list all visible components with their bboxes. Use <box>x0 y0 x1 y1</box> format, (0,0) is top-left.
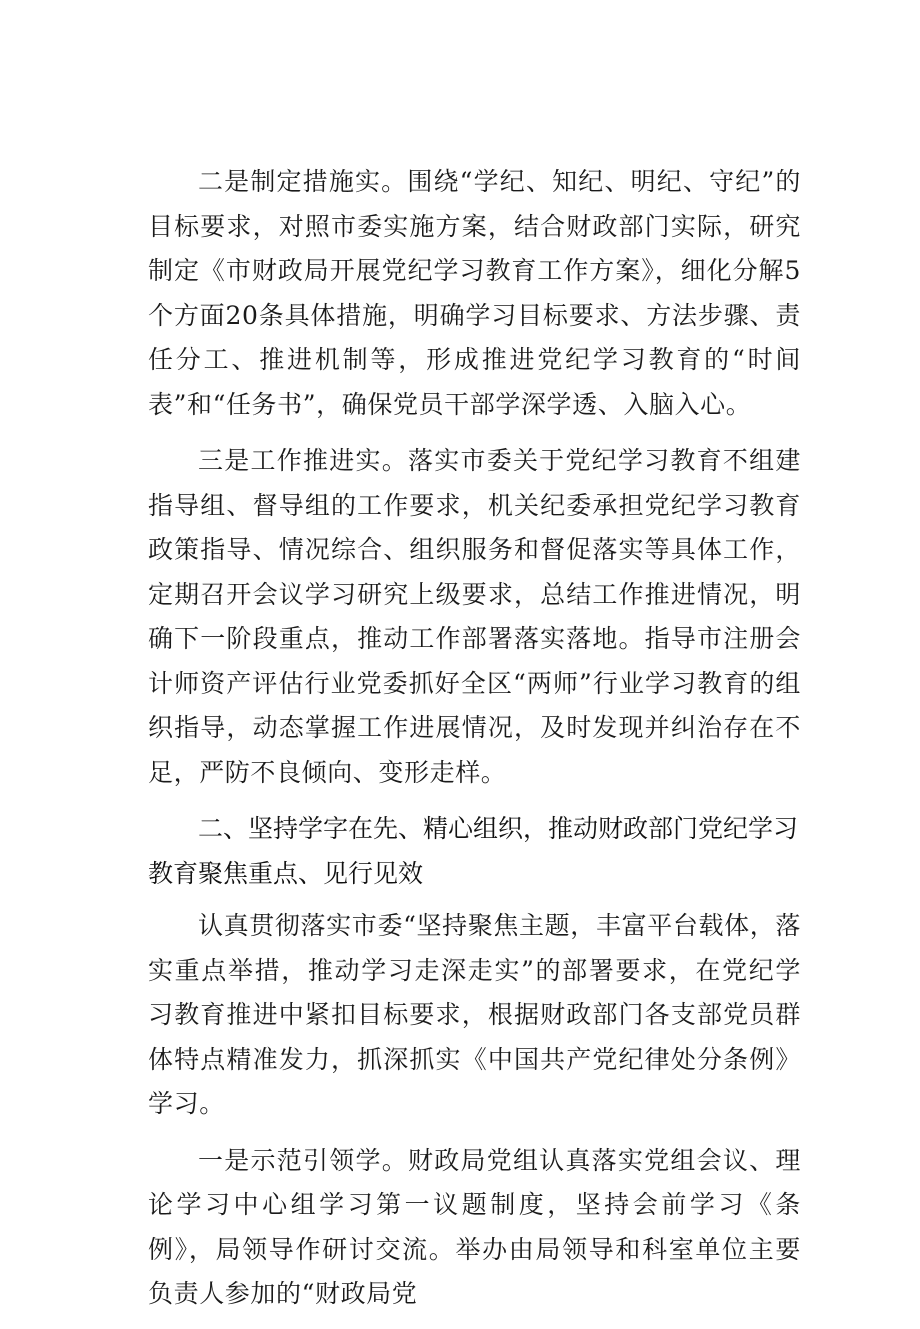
paragraph-measures: 二是制定措施实。围绕“学纪、知纪、明纪、守纪”的目标要求，对照市委实施方案，结合财政部门实际，研究制定《市财政局开展党纪学习教育工作方案》，细化分解5个方面20条具体措施，明确学习目标要求、方法步骤、责任分工、推进机制等，形成推进党纪学习教育的“时间表”和“任务书”，确保党员干部学深学透、入脑入心。 <box>148 167 801 419</box>
paragraph-intro: 认真贯彻落实市委“坚持聚焦主题，丰富平台载体，落实重点举措，推动学习走深走实”的部署要求，在党纪学习教育推进中紧扣目标要求，根据财政部门各支部党员群体特点精准发力，抓深抓实《中国共产党纪律处分条例》学习。 <box>148 911 801 1118</box>
document-body <box>148 160 801 1329</box>
paragraph-demonstration: 一是示范引领学。财政局党组认真落实党组会议、理论学习中心组学习第一议题制度，坚持会前学习《条例》，局领导作研讨交流。举办由局领导和科室单位主要负责人参加的“财政局党 <box>148 1145 801 1308</box>
section-heading: 二、坚持学字在先、精心组织，推动财政部门党纪学习教育聚焦重点、见行见效 <box>148 814 799 888</box>
paragraph-work-progress: 三是工作推进实。落实市委关于党纪学习教育不组建指导组、督导组的工作要求，机关纪委承担党纪学习教育政策指导、情况综合、组织服务和督促落实等具体工作，定期召开会议学习研究上级要求，总结工作推进情况，明确下一阶段重点，推动工作部署落实落地。指导市注册会计师资产评估行业党委抓好全区“两师”行业学习教育的组织指导，动态掌握工作进展情况，及时发现并纠治存在不足，严防不良倾向、变形走样。 <box>148 446 801 787</box>
